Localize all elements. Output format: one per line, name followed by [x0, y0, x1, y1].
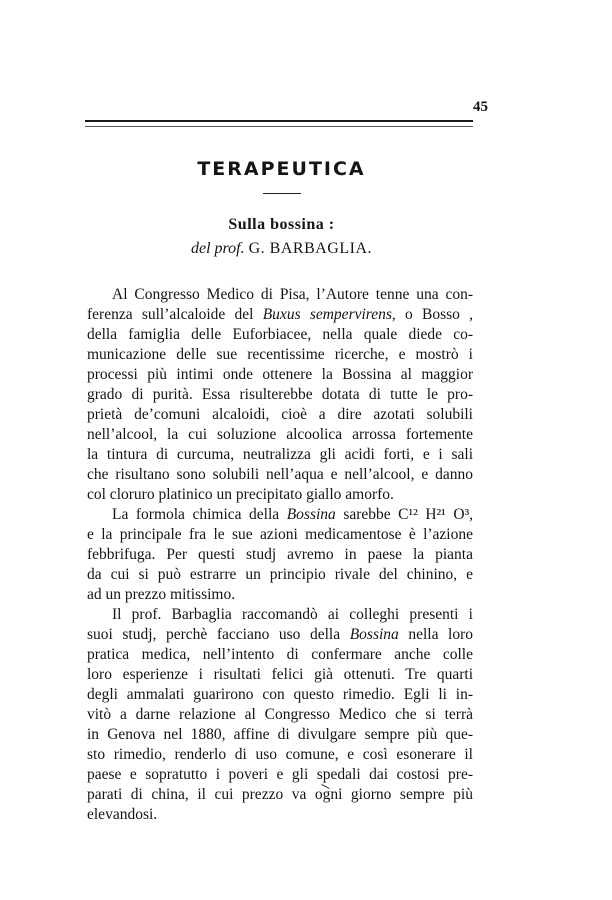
author-line: [0, 240, 563, 258]
header-rule-thin: [85, 126, 473, 127]
section-title: TERAPEUTICA: [197, 158, 366, 180]
author-name: G. BARBAGLIA.: [248, 240, 372, 257]
body-line: Al Congresso Medico di Pisa, l’Autore tenne una con-: [112, 286, 473, 303]
body-line: che risultano sono solubili nell’aqua e nell’alcool, e danno: [87, 466, 473, 483]
body-line: degli ammalati guarirono con questo rimedio. Egli li in-: [87, 686, 473, 703]
body-text: suoi studj, perchè facciano uso della: [87, 626, 341, 643]
page-number: 45: [473, 99, 488, 115]
title-divider: [263, 193, 301, 194]
body-line: e la principale fra le sue azioni medicamentose è l’azione: [87, 526, 473, 543]
body-text: sarebbe C¹² H²¹ O³,: [343, 506, 474, 523]
article-title: Sulla bossina :: [228, 216, 335, 233]
body-line: processi più intimi onde ottenere la Bossina al maggior: [87, 366, 473, 383]
body-line: nell’alcool, la cui soluzione alcoolica arrossa fortemente: [87, 426, 473, 443]
body-line: pratica medica, nell’intento di confermare anche colle: [87, 646, 473, 663]
header-rule: [85, 120, 473, 122]
body-line: paese e sopratutto i poveri e gli spedali dai costosi pre-: [87, 766, 473, 783]
body-line: la tintura di curcuma, neutralizza gli acidi forti, e i sali: [87, 446, 473, 463]
body-text: , o Bosso ,: [391, 306, 473, 323]
body-line: [87, 305, 473, 325]
byline-prefix: del prof.: [190, 240, 245, 257]
body-line: loro esperienze i risultati felici già ottenuti. Tre quarti: [87, 666, 473, 683]
body-line: in Genova nel 1880, affine di divulgare sempre più que-: [87, 726, 473, 743]
body-line: prietà de’comuni alcaloidi, cioè a dire azotati solubili: [87, 406, 473, 423]
body-line: grado di purità. Essa risulterebbe dotata di tutte le pro-: [87, 386, 473, 403]
body-text: ferenza sull’alcaloide del: [87, 306, 254, 323]
italic-term: Bossina: [286, 506, 336, 523]
body-line: parati di china, il cui prezzo va ogni giorno sempre più: [87, 786, 473, 803]
body-line: Il prof. Barbaglia raccomandò ai colleghi presenti i: [112, 606, 473, 623]
body-line: da cui si può estrarre un principio rivale del chinino, e: [87, 566, 473, 583]
body-line: elevandosi.: [87, 806, 158, 823]
body-line: [112, 505, 473, 525]
body-text: La formola chimica della: [112, 506, 280, 523]
body-line: municazione delle sue recentissime ricerche, e mostrò i: [87, 346, 473, 363]
italic-term: Bossina: [349, 626, 399, 643]
body-line: ad un prezzo mitissimo.: [87, 586, 236, 603]
body-line: col cloruro platinico un precipitato giallo amorfo.: [87, 486, 394, 503]
italic-term: Buxus sempervirens: [262, 306, 392, 323]
body-text: nella loro: [408, 626, 473, 643]
body-line: vitò a darne relazione al Congresso Medico che si terrà: [87, 706, 473, 723]
body-line: della famiglia delle Euforbiacee, nella quale diede co-: [87, 326, 473, 343]
body-line: [87, 625, 473, 645]
body-line: febbrifuga. Per questi studj avremo in paese la pianta: [87, 546, 473, 563]
body-line: sto rimedio, renderlo di uso comune, e così esonerare il: [87, 746, 473, 763]
